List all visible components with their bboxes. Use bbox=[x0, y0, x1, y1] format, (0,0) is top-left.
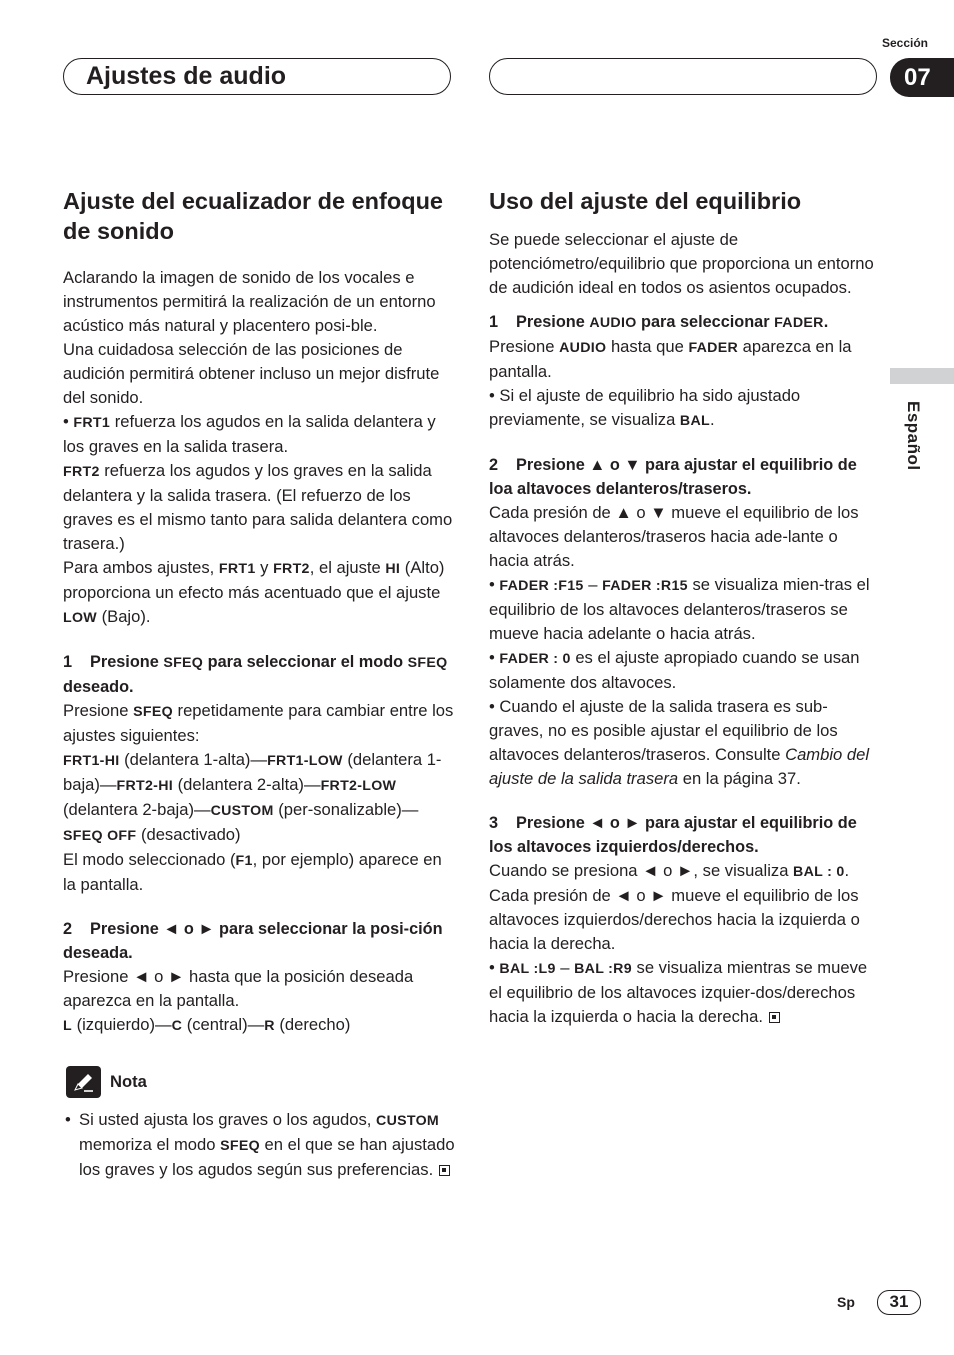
step-number: 1 bbox=[489, 313, 499, 331]
bal-label: BAL bbox=[679, 413, 710, 429]
text: (desactivado) bbox=[136, 825, 241, 844]
r-step-1-body bbox=[489, 335, 881, 384]
fader-0-label: FADER : 0 bbox=[499, 651, 571, 667]
text: • Si el ajuste de equilibrio ha sido ajustado previamente, se visualiza bbox=[489, 386, 801, 429]
mode-label: FRT1-HI bbox=[63, 753, 120, 769]
text: aparezca en la pantalla. bbox=[489, 337, 852, 381]
mode-label: FRT1-LOW bbox=[267, 753, 343, 769]
text: Cuando se presiona ◄ o ►, se visualiza bbox=[489, 861, 794, 880]
bal-l9-label: BAL :L9 bbox=[499, 961, 556, 977]
fader-r15-label: FADER :R15 bbox=[602, 578, 688, 594]
r-step-3-heading bbox=[489, 811, 881, 859]
text: (Alto) proporciona un efecto más acentuado que el ajuste bbox=[63, 558, 445, 602]
frt2-label: FRT2 bbox=[273, 561, 310, 577]
text: hasta que bbox=[606, 337, 689, 356]
fader-f15-label: FADER :F15 bbox=[499, 578, 584, 594]
text: (central)— bbox=[182, 1015, 265, 1034]
fader-label: FADER bbox=[688, 340, 739, 356]
custom-label: CUSTOM bbox=[376, 1113, 440, 1129]
text: Si usted ajusta los graves o los agudos, bbox=[79, 1110, 377, 1129]
pencil-glyph bbox=[72, 1071, 96, 1093]
mode-label: FRT2-LOW bbox=[320, 778, 397, 794]
r-step-1-heading bbox=[489, 310, 881, 335]
fader-label: FADER bbox=[774, 315, 824, 331]
position-label: R bbox=[264, 1018, 275, 1034]
text: Presione bbox=[90, 653, 164, 671]
text: Presione bbox=[516, 313, 590, 331]
mode-label: CUSTOM bbox=[210, 803, 274, 819]
text: (izquierdo)— bbox=[71, 1015, 172, 1034]
r-step-2-body: Cada presión de ▲ o ▼ mueve el equilibrio de los altavoces delanteros/traseros hacia ade-lante o hacia atrás. bbox=[489, 503, 859, 570]
bal-r9-label: BAL :R9 bbox=[574, 961, 632, 977]
text: . bbox=[823, 313, 829, 331]
text: • Cuando el ajuste de la salida trasera es sub-graves, no es posible ajustar el equilibrio de los altavoces delanteros/traseros. Consulte bbox=[489, 697, 838, 764]
text: deseado. bbox=[63, 678, 134, 696]
right-intro: Se puede seleccionar el ajuste de potenciómetro/equilibrio que proporciona un entorno de audición ideal en todos os asientos ocupados. bbox=[489, 230, 874, 297]
step-1-body bbox=[63, 699, 455, 748]
left-intro-2: Una cuidadosa selección de las posiciones de audición permitirá obtener incluso un mejor disfrute del sonido. bbox=[63, 340, 440, 407]
frt2-paragraph bbox=[63, 459, 455, 556]
frt1-label: FRT1 bbox=[218, 561, 256, 577]
frt2-label: FRT2 bbox=[63, 464, 100, 480]
step-number: 2 bbox=[489, 456, 499, 474]
text: y bbox=[255, 558, 274, 577]
text: es el ajuste apropiado cuando se usan solamente dos altavoces. bbox=[489, 648, 860, 692]
text: (derecho) bbox=[274, 1015, 351, 1034]
text: . bbox=[709, 410, 715, 429]
both-settings-paragraph bbox=[63, 556, 455, 630]
frt2-text: refuerza los agudos y los graves en la salida delantera y la salida trasera. (El refuerzo de los graves es el mismo tanto para salida delantera como trasera.) bbox=[63, 461, 453, 553]
frt1-paragraph: • FRT1 refuerza los agudos en la salida delantera y los graves en la salida trasera. bbox=[63, 412, 436, 456]
text: para seleccionar bbox=[636, 313, 775, 331]
sfeq-label: SFEQ bbox=[163, 655, 204, 671]
text: Presione ◄ o ► para ajustar el equilibrio de los altavoces izquierdos/derechos. bbox=[489, 814, 857, 856]
page-title: Ajustes de audio bbox=[86, 62, 287, 90]
pencil-note-icon bbox=[66, 1066, 101, 1098]
note-text: • Si usted ajusta los graves o los agudos, CUSTOM memoriza el modo SFEQ en el que se han ajustado los graves y los agudos según sus preferencias. bbox=[65, 1110, 455, 1179]
hi-label: HI bbox=[385, 561, 401, 577]
text: (per-sonalizable)— bbox=[273, 800, 419, 819]
sfeq-label: SFEQ bbox=[220, 1138, 260, 1154]
language-label: Español bbox=[904, 401, 923, 471]
right-column bbox=[489, 186, 881, 1029]
footer-language-code: Sp bbox=[837, 1294, 855, 1310]
step-number: 1 bbox=[63, 653, 73, 671]
r-step-3-body-2: Cada presión de ◄ o ► mueve el equilibrio de los altavoces izquierdos/derechos hacia la izquierda o hacia la derecha. bbox=[489, 886, 860, 953]
mode-label: SFEQ OFF bbox=[63, 828, 137, 844]
note-header bbox=[63, 1064, 455, 1100]
text: en la página 37. bbox=[678, 769, 801, 788]
note-label: Nota bbox=[110, 1072, 147, 1091]
f1-label: F1 bbox=[235, 853, 253, 869]
step-2-body: Presione ◄ o ► hasta que la posición deseada aparezca en la pantalla. bbox=[63, 967, 414, 1010]
text: (delantera 2-alta)— bbox=[172, 775, 321, 794]
section-number: 07 bbox=[890, 58, 954, 97]
r-step-2-bullet-1: • FADER :F15 – FADER :R15 se visualiza mien-tras el equilibrio de los altavoces delanteros/traseros se mueve hacia adelante o hacia atrás. bbox=[489, 575, 870, 643]
end-mark-icon bbox=[769, 1012, 780, 1023]
text: repetidamente para cambiar entre los ajustes siguientes: bbox=[63, 701, 454, 745]
text: – bbox=[583, 575, 603, 594]
step-number: 3 bbox=[489, 814, 499, 832]
mode-sequence bbox=[63, 748, 455, 848]
right-heading: Uso del ajuste del equilibrio bbox=[489, 188, 802, 214]
frt1-label: FRT1 bbox=[73, 415, 111, 431]
text: para seleccionar el modo bbox=[203, 653, 408, 671]
text: (delantera 2-baja)— bbox=[63, 800, 211, 819]
header-title-frame bbox=[63, 58, 451, 95]
low-label: LOW bbox=[63, 610, 97, 626]
text: , por ejemplo) aparece en la pantalla. bbox=[63, 850, 442, 894]
text: Presione bbox=[489, 337, 560, 356]
language-tab bbox=[890, 368, 954, 384]
position-sequence bbox=[63, 1013, 455, 1038]
left-heading: Ajuste del ecualizador de enfoque de sonido bbox=[63, 188, 443, 244]
audio-label: AUDIO bbox=[559, 340, 607, 356]
step-number: 2 bbox=[63, 920, 73, 938]
bal-0-label: BAL : 0 bbox=[793, 864, 845, 880]
cross-reference: Cambio del ajuste de la salida trasera bbox=[489, 745, 870, 788]
r-step-1-bullet bbox=[489, 384, 881, 433]
r-step-2-heading bbox=[489, 453, 881, 501]
audio-label: AUDIO bbox=[589, 315, 637, 331]
text: (Bajo). bbox=[97, 607, 151, 626]
section-label: Sección bbox=[881, 36, 928, 50]
page-number: 31 bbox=[877, 1290, 921, 1315]
text: El modo seleccionado ( bbox=[63, 850, 236, 869]
text: – bbox=[555, 958, 575, 977]
r-step-2-bullet-2: • FADER : 0 es el ajuste apropiado cuando se usan solamente dos altavoces. bbox=[489, 648, 860, 692]
text: en el que se han ajustado los graves y los agudos según sus preferencias. bbox=[79, 1135, 455, 1179]
r-step-3-body bbox=[489, 859, 881, 884]
end-mark-icon bbox=[439, 1165, 450, 1176]
text: Presione bbox=[63, 701, 134, 720]
sfeq-label: SFEQ bbox=[407, 655, 448, 671]
text: Presione ◄ o ► para seleccionar la posi-ción deseada. bbox=[63, 920, 443, 962]
text: (delantera 1-baja)— bbox=[63, 750, 442, 794]
text: . bbox=[844, 861, 850, 880]
text: (delantera 1-alta)— bbox=[119, 750, 268, 769]
r-step-2-bullet-3 bbox=[489, 695, 881, 791]
left-intro-1: Aclarando la imagen de sonido de los vocales e instrumentos permitirá la realización de un entorno acústico más natural y placentero posi-ble. bbox=[63, 268, 436, 335]
position-label: C bbox=[171, 1018, 183, 1034]
r-step-3-bullet: • BAL :L9 – BAL :R9 se visualiza mientras se mueve el equilibrio de los altavoces izquier-dos/derechos hacia la izquierda o hacia la derecha. bbox=[489, 958, 868, 1026]
text: Presione ▲ o ▼ para ajustar el equilibrio de loa altavoces delanteros/traseros. bbox=[489, 456, 857, 498]
text: , el ajuste bbox=[309, 558, 386, 577]
text: se visualiza mientras se mueve el equilibrio de los altavoces izquier-dos/derechos hacia la izquierda o hacia la derecha. bbox=[489, 958, 868, 1026]
frt1-text: refuerza los agudos en la salida delantera y los graves en la salida trasera. bbox=[63, 412, 436, 456]
position-label: L bbox=[63, 1018, 72, 1034]
left-column bbox=[63, 186, 455, 1182]
header-blank-frame bbox=[489, 58, 877, 95]
sfeq-label: SFEQ bbox=[133, 704, 173, 720]
text: se visualiza mien-tras el equilibrio de los altavoces delanteros/traseros se mueve hacia adelante o hacia atrás. bbox=[489, 575, 870, 643]
selected-mode-text bbox=[63, 848, 455, 897]
text: memoriza el modo bbox=[79, 1135, 221, 1154]
mode-label: FRT2-HI bbox=[116, 778, 173, 794]
text: Para ambos ajustes, bbox=[63, 558, 219, 577]
note-block bbox=[63, 1064, 455, 1182]
step-2-heading bbox=[63, 917, 455, 965]
step-1-heading bbox=[63, 650, 455, 699]
